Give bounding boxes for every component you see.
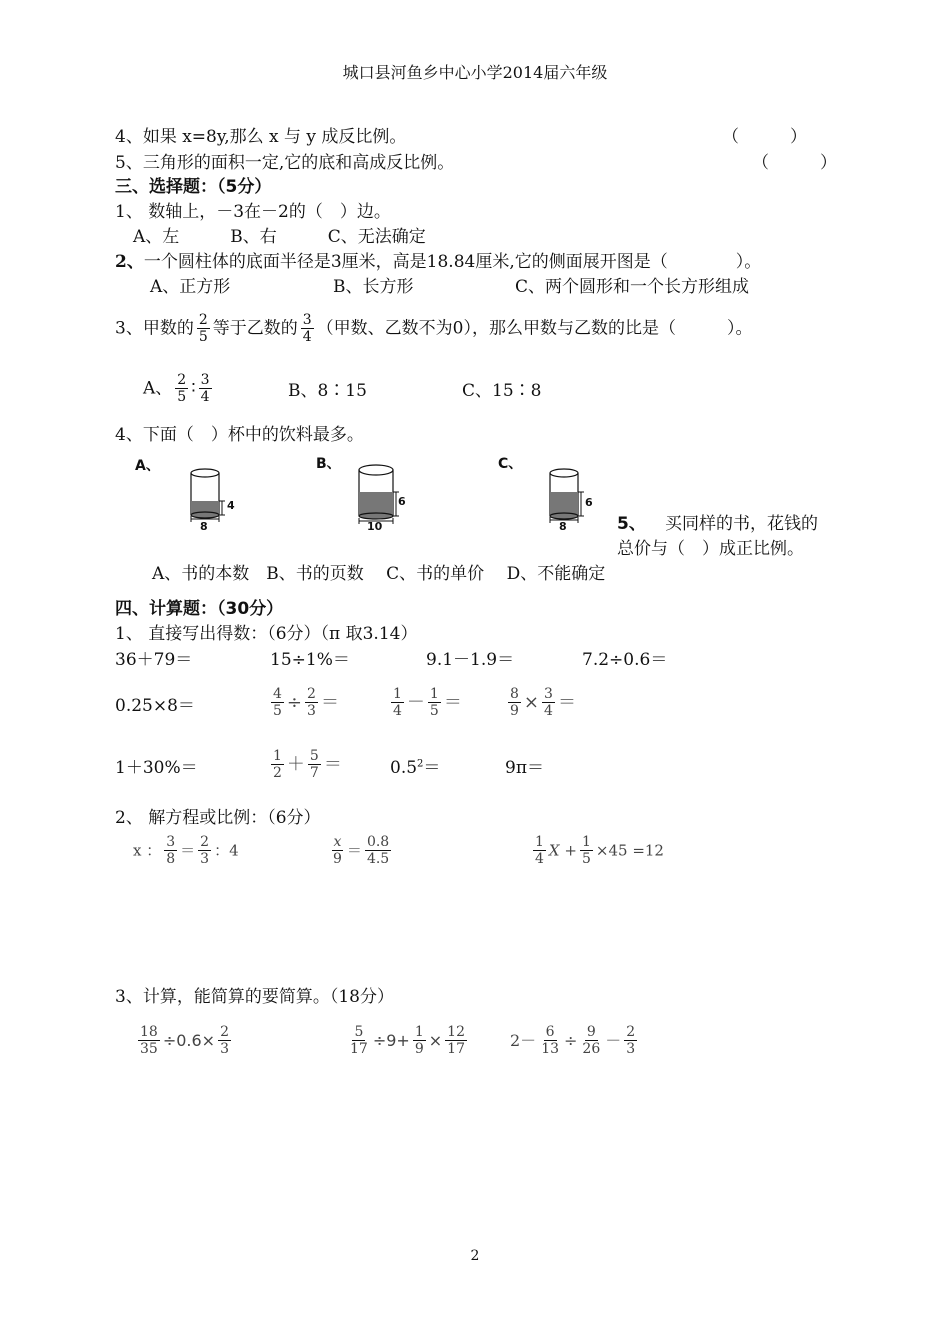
equation-3: $\frac{1}{4}$ X + $\frac{1}{5}$ ×45 =12 — [535, 834, 664, 868]
fraction: $\frac{2}{3}$ — [626, 1024, 636, 1058]
choice-q3-part2: 等于乙数的 — [212, 318, 298, 339]
equation-2: $\frac{x}{9}$ ＝ $\frac{0.8}{4.5}$ — [333, 834, 390, 868]
choice-q5-line1: 买同样的书，花钱的 — [665, 514, 818, 534]
calc-r2-a: 0.25×8＝ — [115, 696, 195, 716]
fraction: $\frac{2}{3}$ — [307, 686, 316, 720]
fraction: $\frac{9}{26}$ — [582, 1024, 601, 1058]
fraction: $\frac{2}{5}$ — [177, 372, 187, 406]
cup-a — [191, 469, 225, 522]
choice-q3-part3: （甲数、乙数不为0），那么甲数与乙数的比是（ ）。 — [316, 318, 753, 339]
calc-sub2: 2、 解方程或比例：（6分） — [115, 808, 321, 828]
cup-c-label: C、 — [498, 456, 523, 472]
choice-q3-option-a: A、 $\frac{2}{5}$ ∶ $\frac{3}{4}$ — [143, 372, 210, 406]
cup-b — [359, 465, 399, 524]
choice-q3 — [115, 312, 753, 345]
calc-expression-3: 2－ $\frac{6}{13}$ ÷ $\frac{9}{26}$ － $\frac{2}{3}$ — [510, 1024, 636, 1058]
cup-c-height: 6 — [585, 496, 593, 509]
calc-r2-c: $\frac{1}{4}$ － $\frac{1}{5}$ ＝ — [393, 686, 462, 720]
cup-a-height: 4 — [227, 499, 235, 512]
fraction: $\frac{1}{4}$ — [393, 686, 402, 720]
choice-q5-options: A、书的本数 B、书的页数 C、书的单价 D、不能确定 — [152, 564, 606, 584]
fraction: $\frac{3}{4}$ — [302, 312, 312, 346]
fraction: $\frac{2}{3}$ — [220, 1024, 230, 1058]
choice-q2-option-b: B、长方形 — [333, 277, 414, 297]
calc-r1-c: 9.1－1.9＝ — [426, 650, 515, 670]
cup-c-drawing — [542, 463, 602, 533]
fraction: $\frac{1}{4}$ — [535, 834, 544, 868]
choice-q1-options: A、左 B、右 C、无法确定 — [133, 227, 426, 247]
calc-r1-a: 36＋79＝ — [115, 650, 193, 670]
cup-b-height: 6 — [398, 495, 406, 508]
section-calc-heading: 四、计算题：（30分） — [115, 599, 284, 619]
cup-a-label: A、 — [135, 458, 160, 474]
equation-1: x ： $\frac{3}{8}$ ＝ $\frac{2}{3}$ ：4 — [133, 834, 239, 868]
calc-expression-1: $\frac{18}{35}$ ÷0.6× $\frac{2}{3}$ — [140, 1024, 230, 1058]
calc-r1-d: 7.2÷0.6＝ — [582, 650, 668, 670]
fraction: $\frac{1}{5}$ — [429, 686, 439, 720]
cup-b-width: 10 — [367, 520, 383, 533]
page-header: 城口县河鱼乡中心小学2014届六年级 — [342, 63, 608, 82]
choice-q3-part1: 3、甲数的 — [115, 318, 194, 339]
page-number: 2 — [470, 1248, 480, 1264]
fraction: $\frac{x}{9}$ — [333, 834, 342, 868]
choice-q3-option-c: C、15∶8 — [462, 381, 542, 401]
calc-expression-2: $\frac{5}{17}$ ÷9+ $\frac{1}{9}$ × $\frac{12}{17}$ — [350, 1024, 465, 1058]
fraction: $\frac{3}{8}$ — [166, 834, 176, 868]
calc-r1-b: 15÷1%＝ — [270, 650, 350, 670]
choice-q1: 1、 数轴上，－3在－2的（ ）边。 — [115, 202, 391, 222]
fraction: $\frac{0.8}{4.5}$ — [366, 834, 390, 868]
fraction: $\frac{2}{5}$ — [198, 312, 208, 346]
choice-q3-option-b: B、8∶15 — [288, 381, 367, 401]
judge-q4: 4、如果 x=8y,那么 x 与 y 成反比例。 — [115, 127, 407, 147]
cup-c-width: 8 — [559, 520, 567, 533]
calc-r3-d: 9π＝ — [505, 758, 544, 778]
judge-q5: 5、三角形的面积一定,它的底和高成反比例。 — [115, 153, 455, 173]
judge-q5-paren: （ ） — [752, 153, 837, 173]
choice-q2-text: 一个圆柱体的底面半径是3厘米，高是18.84厘米,它的侧面展开图是（ ）。 — [143, 252, 762, 272]
fraction: $\frac{1}{2}$ — [273, 748, 282, 782]
section-choice-heading: 三、选择题：（5分） — [115, 177, 272, 197]
fraction: $\frac{2}{3}$ — [200, 834, 210, 868]
choice-q4: 4、下面（ ）杯中的饮料最多。 — [115, 425, 364, 445]
cup-c — [550, 469, 584, 523]
choice-q2-number: 2、 — [115, 252, 144, 272]
calc-r3-c: $0.5^2=$ — [390, 758, 441, 778]
judge-q4-paren: （ ） — [722, 127, 807, 147]
fraction: $\frac{8}{9}$ — [510, 686, 519, 720]
choice-q2 — [115, 252, 761, 272]
choice-q2-option-c: C、两个圆形和一个长方形组成 — [515, 277, 750, 297]
fraction: $\frac{1}{5}$ — [581, 834, 591, 868]
fraction: $\frac{12}{17}$ — [447, 1024, 465, 1058]
calc-r3-a: 1＋30%＝ — [115, 758, 198, 778]
choice-q5-number: 5、 — [617, 514, 646, 534]
calc-sub1: 1、 直接写出得数：（6分）（π 取3.14） — [115, 624, 418, 644]
fraction: $\frac{5}{7}$ — [309, 748, 319, 782]
choice-q2-option-a: A、正方形 — [150, 277, 231, 297]
calc-r3-b: $\frac{1}{2}$ ＋ $\frac{5}{7}$ ＝ — [273, 748, 342, 782]
cup-b-label: B、 — [316, 456, 341, 472]
fraction: $\frac{4}{5}$ — [273, 686, 282, 720]
fraction: $\frac{5}{17}$ — [350, 1024, 368, 1058]
fraction: $\frac{3}{4}$ — [544, 686, 553, 720]
calc-r2-d: $\frac{8}{9}$ × $\frac{3}{4}$ ＝ — [510, 686, 576, 720]
cup-a-width: 8 — [200, 520, 208, 533]
fraction: $\frac{18}{35}$ — [140, 1024, 158, 1058]
choice-q5-line2: 总价与（ ）成正比例。 — [617, 539, 804, 559]
fraction: $\frac{6}{13}$ — [541, 1024, 560, 1058]
calc-sub3: 3、计算，能简算的要简算。（18分） — [115, 987, 394, 1007]
fraction: $\frac{1}{9}$ — [414, 1024, 424, 1058]
calc-r2-b: $\frac{4}{5}$ ÷ $\frac{2}{3}$ ＝ — [273, 686, 339, 720]
fraction: $\frac{3}{4}$ — [200, 372, 210, 406]
